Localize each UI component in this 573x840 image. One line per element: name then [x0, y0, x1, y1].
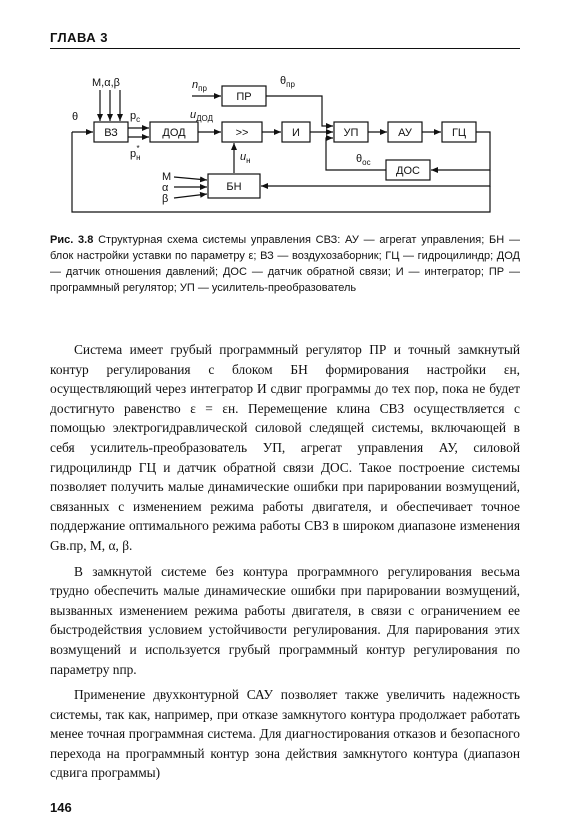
- label-pc: $p_c$: [130, 110, 141, 124]
- label-theta-pr: $\theta_{пр}$: [280, 75, 295, 89]
- block-up-label: УП: [343, 127, 359, 139]
- label-npr: $n_{пр}$: [192, 79, 207, 93]
- arrow-m-to-bn: [174, 177, 207, 180]
- block-vz-label: ВЗ: [104, 127, 118, 139]
- paragraph-1: Система имеет грубый программный регулятор ПР и точный замкнутый контур регулирования с блоком БН формирования настройки εн, осуществляющий через интегратор И сдвиг программы до тех пор, пока не будет достигнуто равенство ε = εн. Перемещение клина СВЗ осуществляется с помощью электрогидравлической силовой следящей системы, включающей в себя усилитель-преобразователь УП, агрегат управления АУ, силовой гидроцилиндр ГЦ и датчик обратной связи ДОС. Такое построение системы позволяет получить малые динамические ошибки при парировании возмущений, связанных с изменением режима работы двигателя, и обеспечивает точное поддержание оптимального режима работы СВЗ в широком диапазоне изменения Gв.пр, M, α, β.: [50, 342, 520, 553]
- block-gc-label: ГЦ: [451, 127, 467, 139]
- label-inputs-top: M,α,β: [92, 77, 120, 89]
- chapter-header: ГЛАВА 3: [50, 30, 109, 45]
- block-comparator-label: >>: [235, 127, 249, 139]
- figure-caption-text: Структурная схема системы управления СВЗ: АУ — агрегат управления; БН — блок настройки уставки по параметру ε; ВЗ — воздухозаборник; ГЦ — гидроцилиндр; ДОД — датчик отношения давлений; ДОС — датчик обратной связи; И — интегратор; ПР — программный регулятор; УП — усилитель-преобразователь: [50, 234, 520, 294]
- label-bn-m: M: [162, 171, 172, 183]
- block-diagram: [50, 62, 500, 217]
- page-number: 146: [50, 800, 72, 815]
- label-bn-alpha: α: [162, 182, 169, 194]
- arrow-beta-to-bn: [174, 194, 207, 198]
- block-dod-label: ДОД: [162, 127, 186, 139]
- paragraph-2: В замкнутой системе без контура программного регулирования весьма трудно обеспечить малые динамические ошибки при парировании возмущений, вызванных изменением режима работы двигателя, в связи с ограничением ее быстродействия условием устойчивости регулирования. Для парирования этих возмущений и используется грубый программный контур регулирования по параметру nпр.: [50, 563, 520, 677]
- block-au-label: АУ: [398, 127, 412, 139]
- paragraph-3: Применение двухконтурной САУ позволяет также увеличить надежность системы, так как, например, при отказе замкнутого контура продолжает работать менее точная программная система. Для диагностирования отказов и безопасного перехода на программный контур зона действия замкнутого контура (диапазон сдвига программы): [50, 687, 520, 781]
- block-bn-label: БН: [226, 181, 242, 193]
- label-pn: $p_н*$: [130, 144, 141, 162]
- block-pr-label: ПР: [236, 91, 252, 103]
- label-udod: $u_{ДОД}$: [190, 109, 214, 123]
- label-theta: θ: [72, 111, 79, 123]
- label-theta-os: $\theta_{ос}$: [356, 153, 371, 167]
- arrow-gc-to-bn: [261, 170, 490, 186]
- label-bn-beta: β: [162, 193, 169, 205]
- block-dos-label: ДОС: [396, 165, 420, 177]
- label-un: $u_н$: [240, 151, 251, 165]
- figure-caption: [50, 232, 520, 296]
- block-integrator-label: И: [292, 127, 300, 139]
- header-rule: [50, 48, 520, 49]
- figure-label: Рис. 3.8: [50, 234, 94, 246]
- body-text: [50, 340, 520, 789]
